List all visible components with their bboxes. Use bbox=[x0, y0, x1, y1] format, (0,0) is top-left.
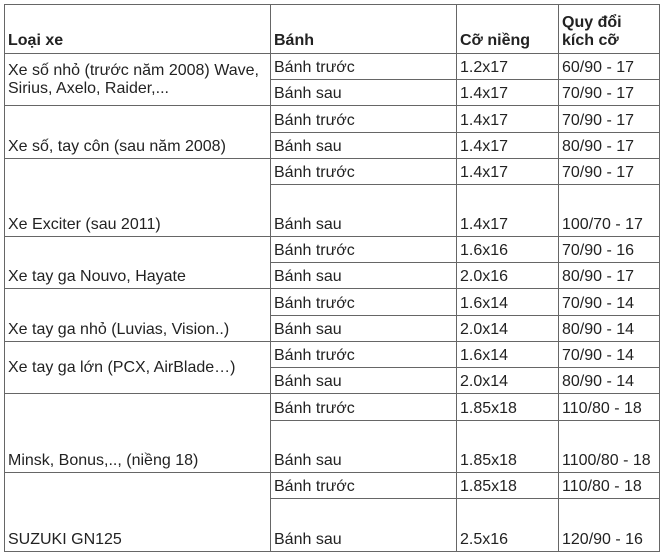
header-vehicle: Loại xe bbox=[5, 5, 271, 54]
rim-cell: 2.0x16 bbox=[457, 263, 559, 289]
size-cell: 70/90 - 17 bbox=[559, 80, 660, 106]
wheel-cell: Bánh trước bbox=[271, 342, 457, 368]
wheel-cell: Bánh sau bbox=[271, 316, 457, 342]
size-cell: 110/80 - 18 bbox=[559, 473, 660, 499]
table-row bbox=[5, 106, 660, 133]
size-cell: 100/70 - 17 bbox=[559, 185, 660, 237]
wheel-cell: Bánh trước bbox=[271, 473, 457, 499]
wheel-cell: Bánh trước bbox=[271, 237, 457, 263]
rim-cell: 1.2x17 bbox=[457, 54, 559, 80]
size-cell: 110/80 - 18 bbox=[559, 394, 660, 421]
wheel-cell: Bánh trước bbox=[271, 106, 457, 133]
table-row bbox=[5, 159, 660, 185]
table-row bbox=[5, 289, 660, 316]
table-row bbox=[5, 394, 660, 421]
rim-cell: 1.4x17 bbox=[457, 159, 559, 185]
wheel-cell: Bánh sau bbox=[271, 185, 457, 237]
table-row bbox=[5, 473, 660, 499]
wheel-cell: Bánh trước bbox=[271, 289, 457, 316]
table-row bbox=[5, 342, 660, 368]
rim-cell: 1.85x18 bbox=[457, 421, 559, 473]
rim-cell: 1.4x17 bbox=[457, 106, 559, 133]
header-row bbox=[5, 5, 660, 54]
size-cell: 80/90 - 14 bbox=[559, 368, 660, 394]
vehicle-cell: Xe Exciter (sau 2011) bbox=[5, 159, 271, 237]
rim-cell: 2.0x14 bbox=[457, 368, 559, 394]
rim-cell: 2.0x14 bbox=[457, 316, 559, 342]
rim-cell: 1.6x14 bbox=[457, 342, 559, 368]
wheel-cell: Bánh trước bbox=[271, 54, 457, 80]
tire-size-table bbox=[4, 4, 660, 552]
table-row bbox=[5, 237, 660, 263]
rim-cell: 2.5x16 bbox=[457, 499, 559, 552]
size-cell: 70/90 - 17 bbox=[559, 106, 660, 133]
rim-cell: 1.4x17 bbox=[457, 133, 559, 159]
vehicle-cell: Xe số, tay côn (sau năm 2008) bbox=[5, 106, 271, 159]
vehicle-cell: SUZUKI GN125 bbox=[5, 473, 271, 552]
wheel-cell: Bánh trước bbox=[271, 159, 457, 185]
table-row bbox=[5, 54, 660, 80]
size-cell: 70/90 - 17 bbox=[559, 159, 660, 185]
vehicle-cell: Xe tay ga Nouvo, Hayate bbox=[5, 237, 271, 289]
wheel-cell: Bánh sau bbox=[271, 499, 457, 552]
size-cell: 60/90 - 17 bbox=[559, 54, 660, 80]
vehicle-cell: Xe tay ga nhỏ (Luvias, Vision..) bbox=[5, 289, 271, 342]
wheel-cell: Bánh trước bbox=[271, 394, 457, 421]
rim-cell: 1.4x17 bbox=[457, 185, 559, 237]
size-cell: 80/90 - 17 bbox=[559, 133, 660, 159]
size-cell: 80/90 - 14 bbox=[559, 316, 660, 342]
wheel-cell: Bánh sau bbox=[271, 263, 457, 289]
wheel-cell: Bánh sau bbox=[271, 133, 457, 159]
size-cell: 120/90 - 16 bbox=[559, 499, 660, 552]
rim-cell: 1.85x18 bbox=[457, 473, 559, 499]
rim-cell: 1.85x18 bbox=[457, 394, 559, 421]
wheel-cell: Bánh sau bbox=[271, 80, 457, 106]
header-wheel: Bánh bbox=[271, 5, 457, 54]
size-cell: 1100/80 - 18 bbox=[559, 421, 660, 473]
size-cell: 70/90 - 14 bbox=[559, 342, 660, 368]
rim-cell: 1.4x17 bbox=[457, 80, 559, 106]
header-converted-size: Quy đổi kích cỡ bbox=[559, 5, 660, 54]
rim-cell: 1.6x16 bbox=[457, 237, 559, 263]
vehicle-cell: Xe số nhỏ (trước năm 2008) Wave, Sirius, Axelo, Raider,... bbox=[5, 54, 271, 106]
size-cell: 70/90 - 16 bbox=[559, 237, 660, 263]
rim-cell: 1.6x14 bbox=[457, 289, 559, 316]
header-rim: Cỡ niềng bbox=[457, 5, 559, 54]
size-cell: 70/90 - 14 bbox=[559, 289, 660, 316]
vehicle-cell: Xe tay ga lớn (PCX, AirBlade…) bbox=[5, 342, 271, 394]
vehicle-cell: Minsk, Bonus,.., (niềng 18) bbox=[5, 394, 271, 473]
wheel-cell: Bánh sau bbox=[271, 368, 457, 394]
wheel-cell: Bánh sau bbox=[271, 421, 457, 473]
size-cell: 80/90 - 17 bbox=[559, 263, 660, 289]
